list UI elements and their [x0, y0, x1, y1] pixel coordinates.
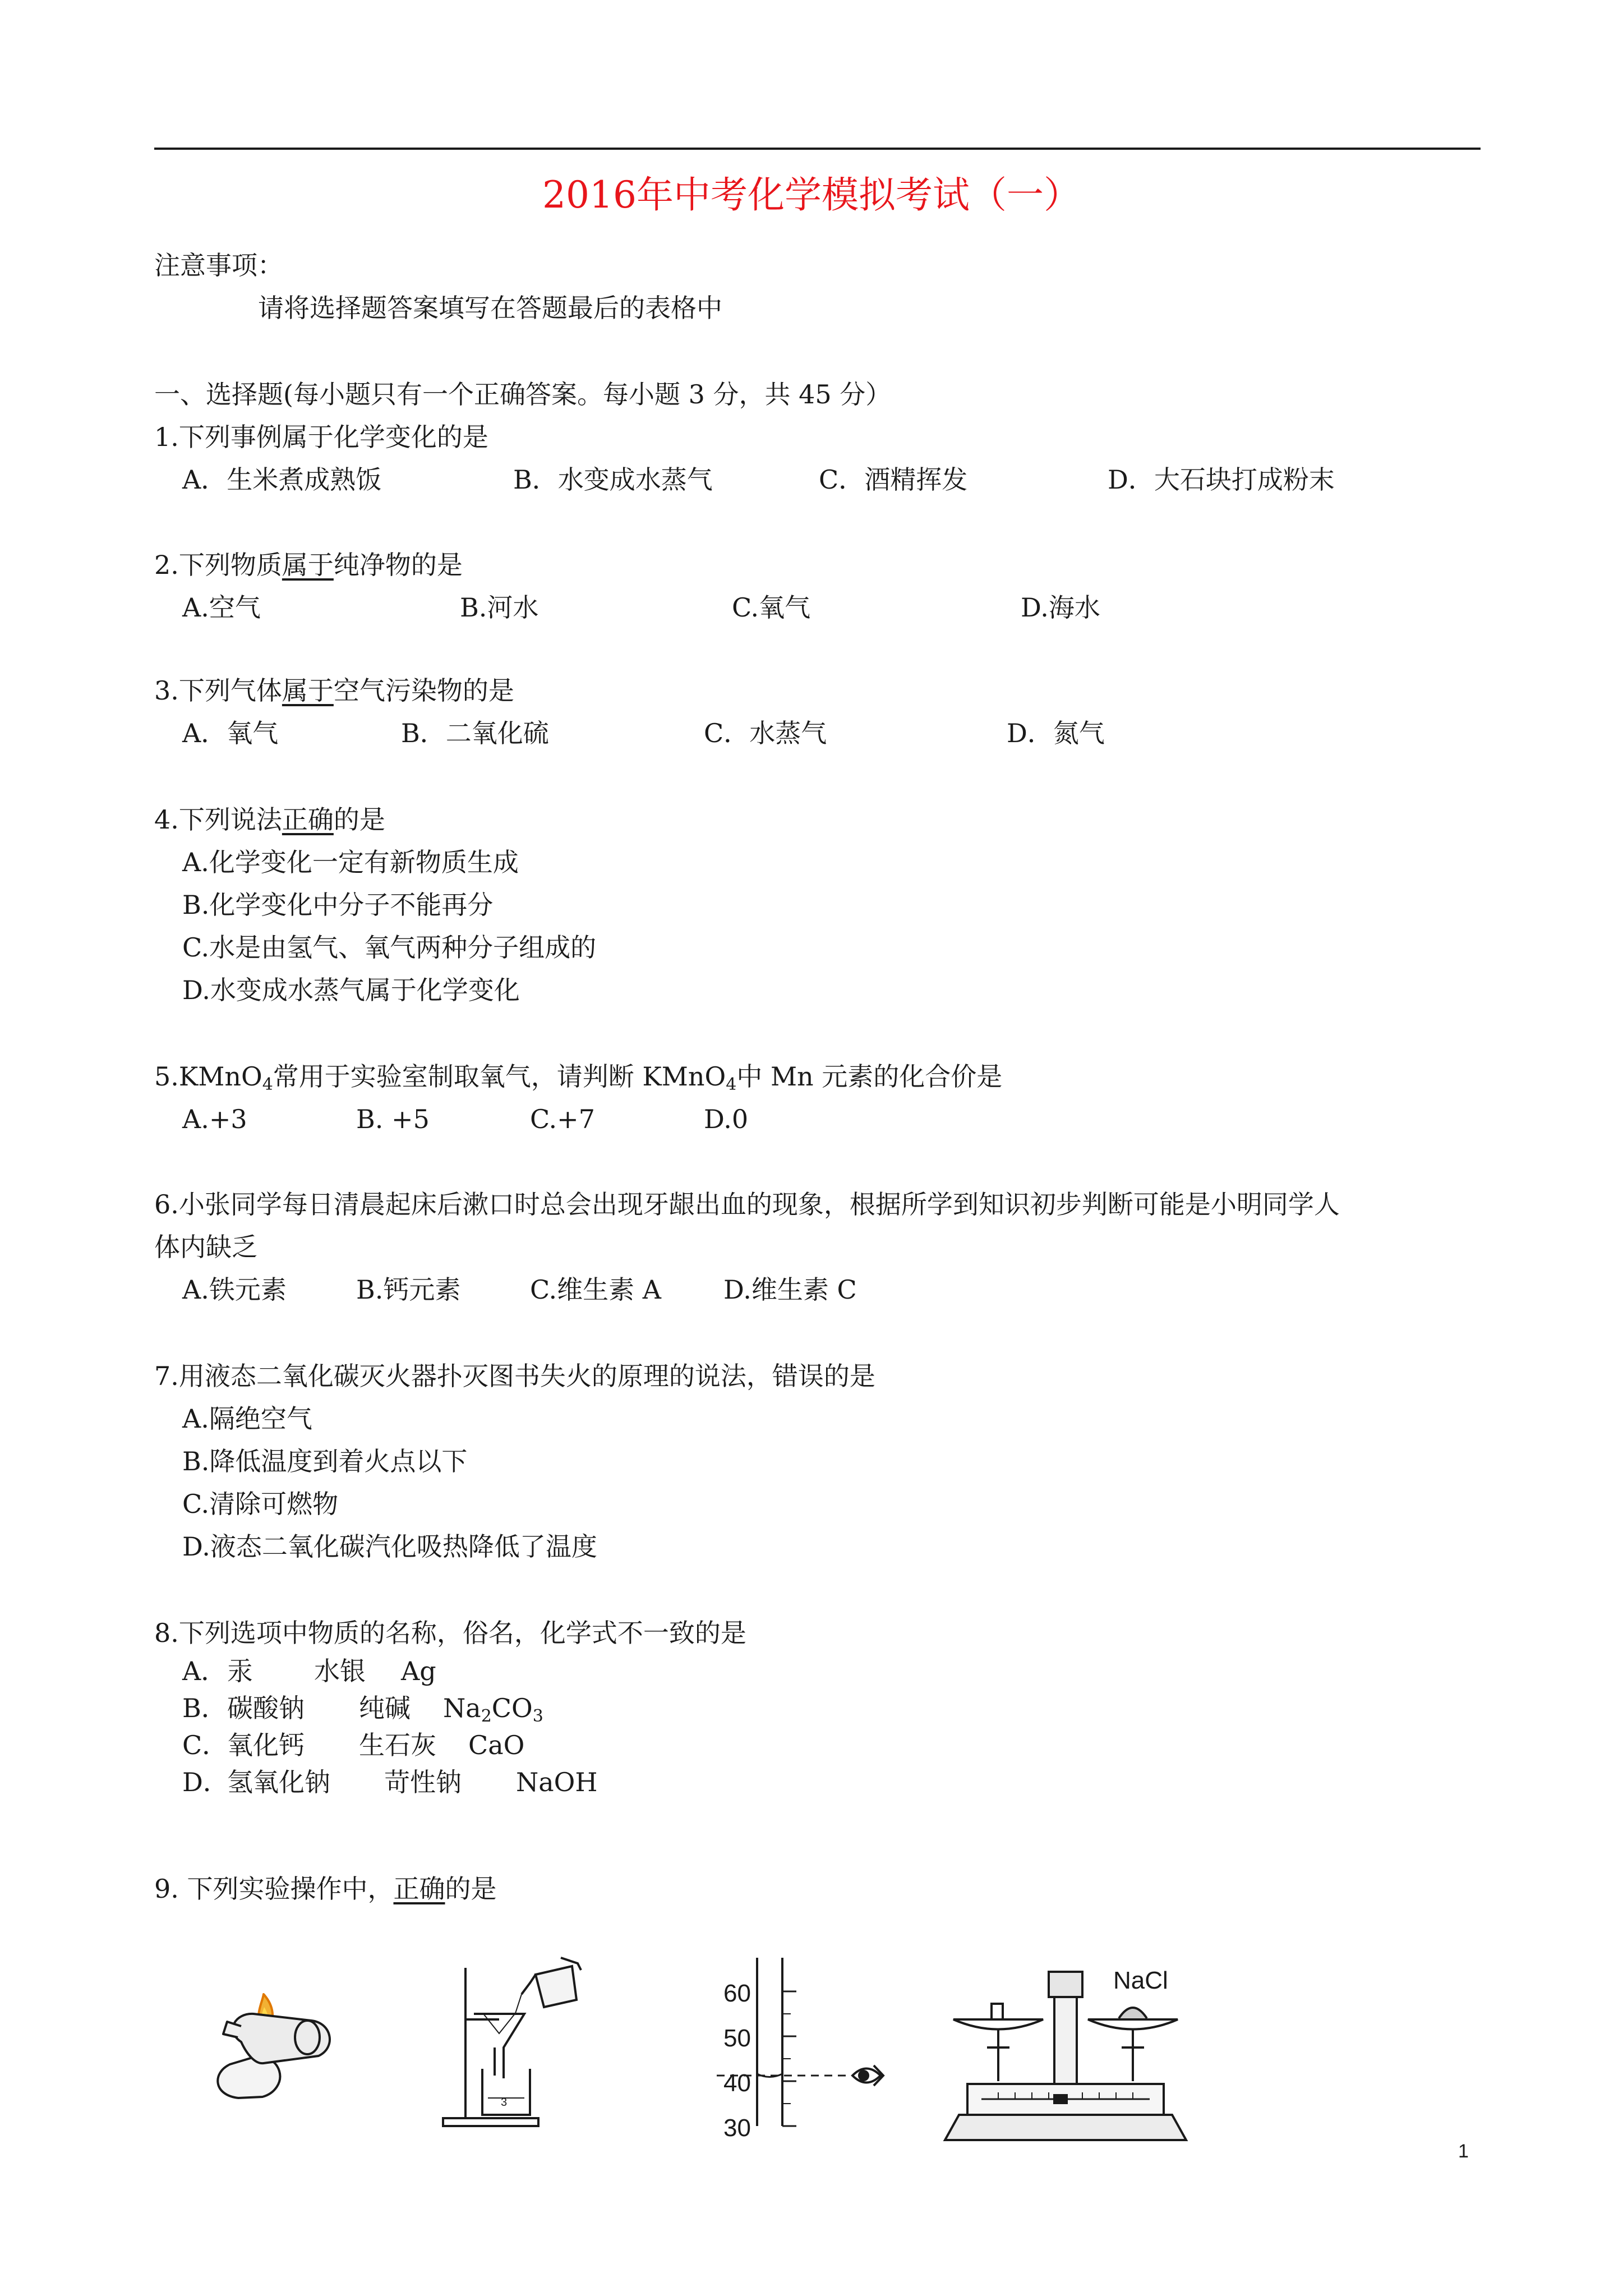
question-6-option-c: C.维生素 A	[530, 1274, 662, 1305]
question-8-row-a-formula: Ag	[401, 1656, 436, 1686]
graduated-cylinder-icon	[717, 1958, 883, 2142]
svg-text:3: 3	[501, 2096, 508, 2109]
question-3-stem: 3.下列气体属于空气污染物的是	[154, 675, 514, 706]
question-8-row-c-letter: C．	[182, 1730, 228, 1760]
question-7-option-b: B.降低温度到着火点以下	[182, 1446, 468, 1476]
question-8-stem: 8.下列选项中物质的名称，俗名，化学式不一致的是	[154, 1618, 746, 1648]
question-8-row-a-name: 汞	[227, 1656, 253, 1686]
question-1-stem: 1.下列事例属于化学变化的是	[154, 422, 488, 452]
question-8-row-a-letter: A．	[182, 1656, 227, 1686]
section-heading: 一、选择题(每小题只有一个正确答案。每小题 3 分，共 45 分）	[154, 379, 892, 409]
question-6-stem-line-1: 6.小张同学每日清晨起床后漱口时总会出现牙龈出血的现象，根据所学到知识初步判断可能是小明同学人	[154, 1189, 1340, 1220]
question-1-option-b: B．水变成水蒸气	[513, 464, 713, 495]
alcohol-lamp-icon	[218, 1994, 330, 2098]
question-7-option-c: C.清除可燃物	[182, 1489, 339, 1519]
question-8-row-d-formula: NaOH	[516, 1767, 598, 1797]
question-5-stem: 5.KMnO$_4$常用于实验室制取氧气，请判断 KMnO$_4$中 Mn 元素的化合价是	[154, 1061, 1003, 1094]
question-7-option-a: A.隔绝空气	[182, 1404, 312, 1434]
page-number: 1	[1458, 2141, 1469, 2162]
question-8-row-b-name: 碳酸钠	[227, 1693, 305, 1723]
question-2-option-a: A.空气	[182, 592, 261, 623]
question-1-option-a: A．生米煮成熟饭	[182, 464, 382, 495]
question-7-option-d: D.液态二氧化碳汽化吸热降低了温度	[182, 1531, 597, 1562]
question-4-option-a: A.化学变化一定有新物质生成	[182, 847, 519, 877]
question-1-option-d: D．大石块打成粉末	[1108, 464, 1335, 495]
question-2-option-c: C.氧气	[732, 592, 811, 623]
question-5-option-d: D.0	[704, 1104, 749, 1134]
page-title: 2016年中考化学模拟考试（一）	[542, 173, 1081, 217]
question-8-row-a-common: 水银	[314, 1656, 366, 1686]
question-2-option-b: B.河水	[460, 592, 539, 623]
question-8-row-c-name: 氧化钙	[227, 1730, 305, 1760]
question-3-option-c: C．水蒸气	[704, 718, 827, 748]
notice-text: 请将选择题答案填写在答题最后的表格中	[258, 293, 722, 323]
cylinder-tick-50: 50	[723, 2024, 751, 2052]
question-1-option-c: C．酒精挥发	[819, 464, 968, 495]
question-8-row-b-formula: $Na_2CO_3$	[443, 1693, 543, 1726]
question-5-option-b: B. +5	[356, 1104, 430, 1134]
question-4-option-c: C.水是由氢气、氧气两种分子组成的	[182, 932, 597, 963]
balance-scale-icon	[945, 1967, 1186, 2140]
question-2-option-d: D.海水	[1021, 592, 1100, 623]
question-8-row-d-name: 氢氧化钠	[227, 1767, 330, 1797]
question-6-option-d: D.维生素 C	[723, 1274, 857, 1305]
cylinder-tick-40: 40	[723, 2069, 751, 2097]
question-6-option-b: B.钙元素	[356, 1274, 461, 1305]
cylinder-tick-30: 30	[723, 2114, 751, 2142]
question-3-option-d: D．氮气	[1007, 718, 1105, 748]
question-8-row-b-common: 纯碱	[359, 1693, 411, 1723]
question-6-option-a: A.铁元素	[182, 1274, 287, 1305]
question-3-option-b: B．二氧化硫	[401, 718, 549, 748]
question-7-stem: 7.用液态二氧化碳灭火器扑灭图书失火的原理的说法，错误的是	[154, 1361, 875, 1391]
question-6-stem-line-2: 体内缺乏	[154, 1232, 257, 1262]
question-4-option-b: B.化学变化中分子不能再分	[182, 890, 494, 920]
question-2-stem: 2.下列物质属于纯净物的是	[154, 550, 463, 580]
question-8-row-c-formula: CaO	[468, 1730, 525, 1760]
question-5-option-c: C.+7	[530, 1104, 595, 1134]
question-8-row-c-common: 生石灰	[359, 1730, 436, 1760]
question-8-row-b-letter: B．	[182, 1693, 227, 1723]
cylinder-tick-60: 60	[723, 1980, 751, 2007]
question-3-option-a: A．氧气	[182, 718, 279, 748]
question-5-option-a: A.+3	[182, 1104, 247, 1134]
filtration-apparatus-icon	[443, 1958, 581, 2126]
question-9-stem: 9. 下列实验操作中，正确的是	[154, 1874, 497, 1904]
question-8-row-d-common: 苛性钠	[384, 1767, 462, 1797]
notice-heading: 注意事项：	[154, 250, 283, 280]
balance-label-nacl: NaCl	[1113, 1967, 1168, 1994]
question-8-row-d-letter: D．	[182, 1767, 229, 1797]
question-4-option-d: D.水变成水蒸气属于化学变化	[182, 975, 520, 1005]
question-4-stem: 4.下列说法正确的是	[154, 804, 385, 835]
